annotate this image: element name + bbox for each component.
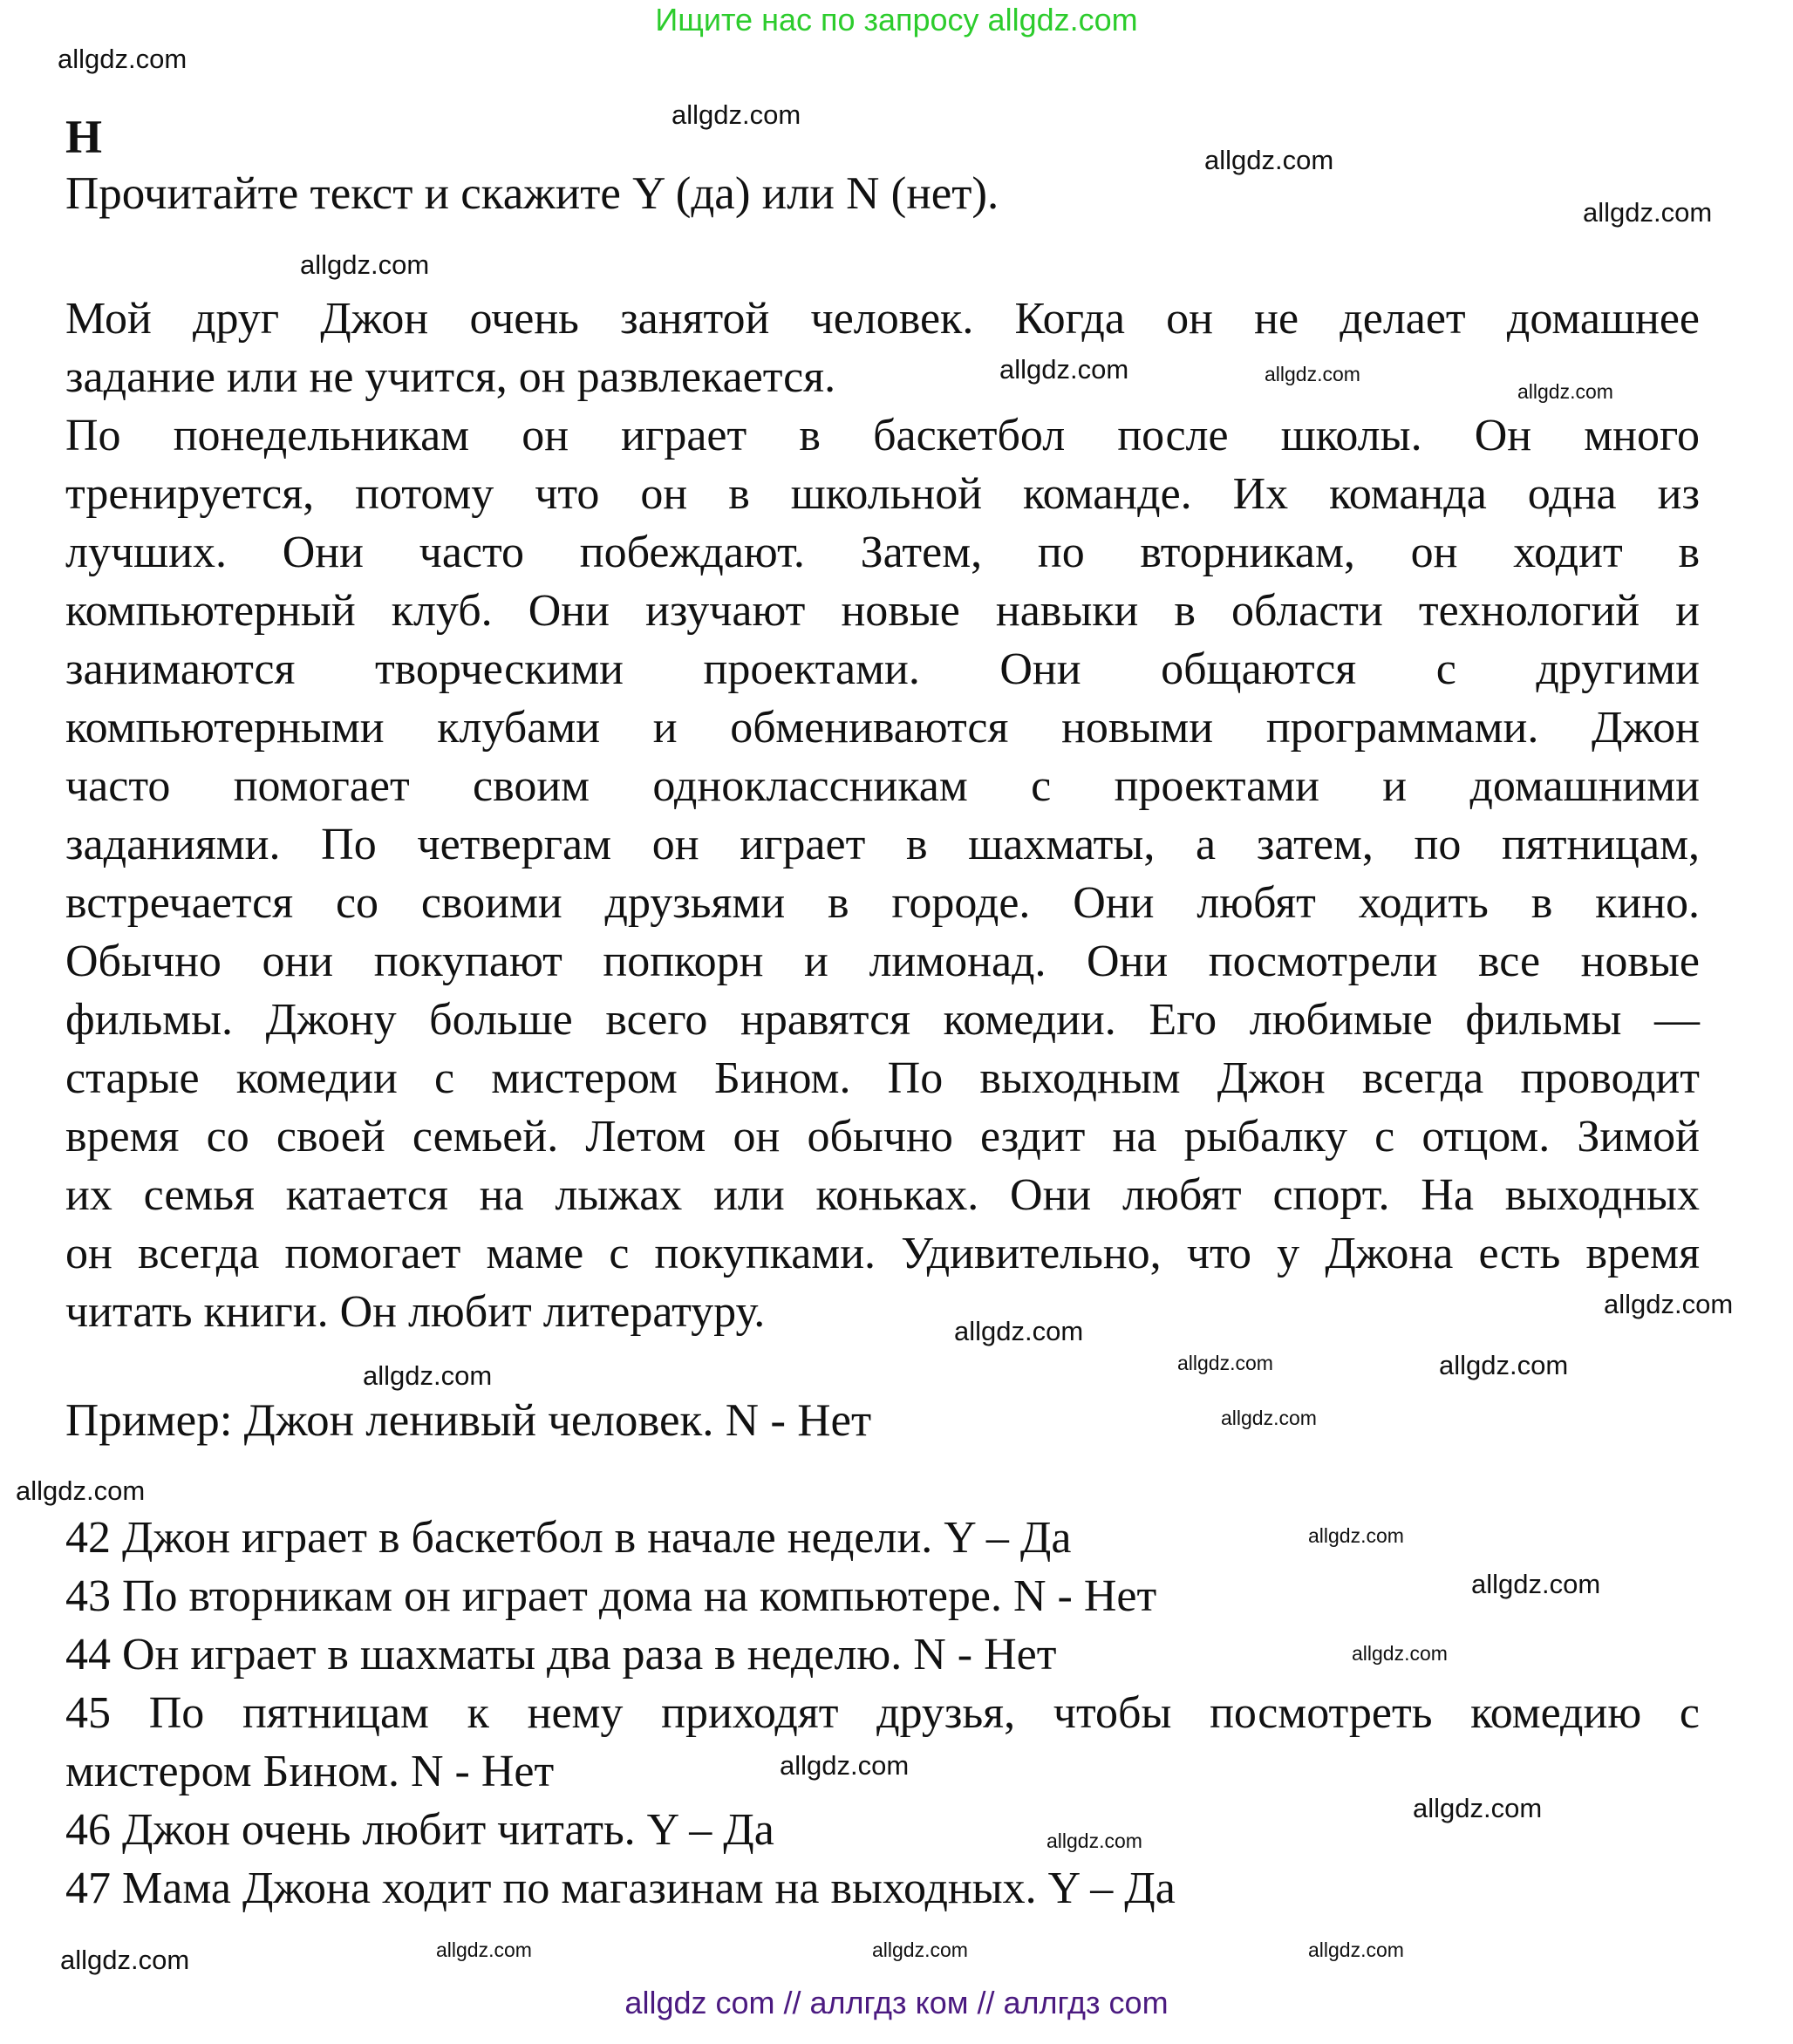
top-banner: Ищите нас по запросу allgdz.com: [655, 2, 1138, 37]
text-line: По понедельникам он играет в баскетбол после школы. Он много: [65, 411, 1700, 460]
text-line: Мой друг Джон очень занятой человек. Когда он не делает домашнее: [65, 294, 1700, 344]
watermark: allgdz.com: [1471, 1569, 1601, 1599]
watermark: allgdz.com: [58, 44, 187, 74]
watermark: allgdz.com: [363, 1360, 493, 1391]
footer-links: allgdz com // аллгдз ком // аллгдз com: [624, 1985, 1169, 2020]
watermark: allgdz.com: [300, 249, 430, 280]
watermark: allgdz.com: [999, 354, 1129, 385]
watermark: allgdz.com: [672, 99, 801, 130]
text-line: читать книги. Он любит литературу.: [65, 1287, 766, 1337]
watermark: allgdz.com: [1221, 1407, 1317, 1429]
question-line: 43 По вторникам он играет дома на компьютере. N - Нет: [65, 1571, 1157, 1621]
text-line: встречается со своими друзьями в городе. Они любят ходить в кино.: [65, 878, 1700, 928]
text-line: тренируется, потому что он в школьной команде. Их команда одна из: [65, 469, 1700, 519]
question-line: 47 Мама Джона ходит по магазинам на выходных. Y – Да: [65, 1863, 1176, 1913]
watermark: allgdz.com: [1439, 1350, 1569, 1380]
text-line: лучших. Они часто побеждают. Затем, по вторникам, он ходит в: [65, 528, 1700, 577]
watermark: allgdz.com: [1204, 145, 1334, 175]
section-heading: Н: [65, 111, 103, 163]
watermark: allgdz.com: [1604, 1289, 1734, 1319]
text-line: компьютерными клубами и обмениваются новыми программами. Джон: [65, 703, 1700, 753]
watermark: allgdz.com: [1517, 380, 1613, 403]
watermark: allgdz.com: [1308, 1938, 1404, 1961]
watermark: allgdz.com: [1177, 1352, 1273, 1374]
watermark: allgdz.com: [1413, 1793, 1543, 1823]
text-line: их семья катается на лыжах или коньках. Они любят спорт. На выходных: [65, 1170, 1700, 1220]
text-line: время со своей семьей. Летом он обычно ездит на рыбалку с отцом. Зимой: [65, 1112, 1700, 1162]
watermark: allgdz.com: [872, 1938, 968, 1961]
question-line: мистером Бином. N - Нет: [65, 1747, 555, 1796]
text-line: Обычно они покупают попкорн и лимонад. Они посмотрели все новые: [65, 937, 1700, 986]
watermark: allgdz.com: [954, 1316, 1084, 1346]
text-line: фильмы. Джону больше всего нравятся комедии. Его любимые фильмы —: [65, 995, 1700, 1045]
text-line: задание или не учится, он развлекается.: [65, 352, 836, 402]
watermark: allgdz.com: [60, 1945, 190, 1975]
watermark: allgdz.com: [1352, 1642, 1448, 1665]
question-line: 42 Джон играет в баскетбол в начале недели. Y – Да: [65, 1513, 1072, 1563]
text-line: заданиями. По четвергам он играет в шахматы, а затем, по пятницам,: [65, 820, 1700, 869]
watermark: allgdz.com: [780, 1750, 910, 1781]
text-line: часто помогает своим одноклассникам с проектами и домашними: [65, 761, 1700, 811]
watermark: allgdz.com: [1265, 363, 1360, 385]
questions-list: [65, 1509, 1700, 1918]
question-line: 44 Он играет в шахматы два раза в неделю. N - Нет: [65, 1630, 1057, 1679]
reading-text: [65, 290, 1700, 1341]
text-line: компьютерный клуб. Они изучают новые навыки в области технологий и: [65, 586, 1700, 636]
instruction: Прочитайте текст и скажите Y (да) или N (нет).: [65, 168, 999, 219]
watermark: allgdz.com: [436, 1938, 532, 1961]
text-line: старые комедии с мистером Бином. По выходным Джон всегда проводит: [65, 1053, 1700, 1103]
watermark: allgdz.com: [16, 1475, 146, 1506]
watermark: allgdz.com: [1583, 197, 1713, 228]
example-line: Пример: Джон ленивый человек. N - Нет: [65, 1395, 872, 1446]
question-line: 45 По пятницам к нему приходят друзья, чтобы посмотреть комедию с: [65, 1688, 1700, 1738]
text-line: занимаются творческими проектами. Они общаются с другими: [65, 644, 1700, 694]
watermark: allgdz.com: [1308, 1524, 1404, 1547]
question-line: 46 Джон очень любит читать. Y – Да: [65, 1805, 774, 1855]
watermark: allgdz.com: [1046, 1829, 1142, 1852]
text-line: он всегда помогает маме с покупками. Удивительно, что у Джона есть время: [65, 1229, 1700, 1278]
